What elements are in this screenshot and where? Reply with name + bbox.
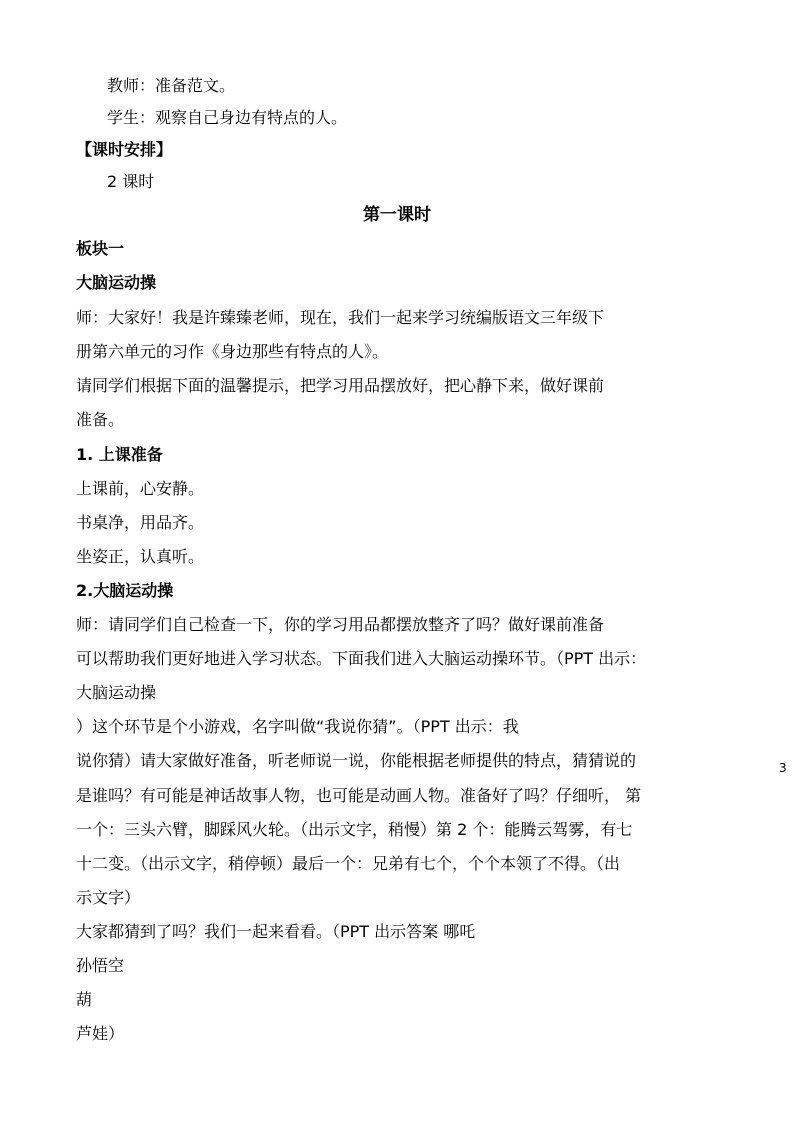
answer-line: 大家都猜到了吗？我们一起来看看。（PPT 出示答案 哪吒 <box>76 922 476 941</box>
game-line: 师：请同学们自己检查一下，你的学习用品都摆放整齐了吗？做好课前准备 <box>76 615 605 634</box>
game-line: 是谁吗？有可能是神话故事人物，也可能是动画人物。准备好了吗？仔细听， 第 <box>76 786 642 805</box>
prep-teacher: 教师：准备范文。 <box>107 76 236 95</box>
game-line: 十二变。（出示文字，稍停顿）最后一个：兄弟有七个，个个本领了不得。（出 <box>76 854 621 873</box>
section-heading: 大脑运动操 <box>76 273 157 292</box>
answer-line: 孙悟空 <box>76 956 125 975</box>
game-line: 说你猜）请大家做好准备，听老师说一说，你能根据老师提供的特点，猜猜说的 <box>76 751 637 770</box>
intro-line: 册第六单元的习作《身边那些有特点的人》。 <box>76 342 389 361</box>
game-line: 可以帮助我们更好地进入学习状态。下面我们进入大脑运动操环节。（PPT 出示： <box>76 649 647 668</box>
page-number: 3 <box>779 761 787 775</box>
prep-student: 学生：观察自己身边有特点的人。 <box>107 108 348 127</box>
game-line: ）这个环节是个小游戏，名字叫做“我说你猜”。（PPT 出示：我 <box>76 717 519 736</box>
prep-tip: 上课前，心安静。 <box>76 479 205 498</box>
subsection-heading-prep: 1. 上课准备 <box>76 445 163 464</box>
game-line: 一个：三头六臂，脚踩风火轮。（出示文字，稍慢）第 2 个：能腾云驾雾，有七 <box>76 820 633 839</box>
answer-line: 芦娃） <box>76 1024 125 1043</box>
prep-tip: 坐姿正，认真听。 <box>76 547 205 566</box>
intro-line: 准备。 <box>76 410 125 429</box>
block-heading: 板块一 <box>76 239 125 258</box>
subsection-heading-game: 2.大脑运动操 <box>76 581 174 600</box>
intro-line: 请同学们根据下面的温馨提示，把学习用品摆放好，把心静下来，做好课前 <box>76 376 605 395</box>
schedule-heading: 【课时安排】 <box>76 140 173 159</box>
schedule-value: 2 课时 <box>107 172 155 191</box>
lesson-title: 第一课时 <box>363 205 431 225</box>
prep-tip: 书桌净，用品齐。 <box>76 513 205 532</box>
answer-line: 葫 <box>76 990 93 1009</box>
game-line: 大脑运动操 <box>76 683 157 702</box>
game-line: 示文字） <box>76 888 141 907</box>
intro-line: 师：大家好！我是许臻臻老师，现在，我们一起来学习统编版语文三年级下 <box>76 308 605 327</box>
